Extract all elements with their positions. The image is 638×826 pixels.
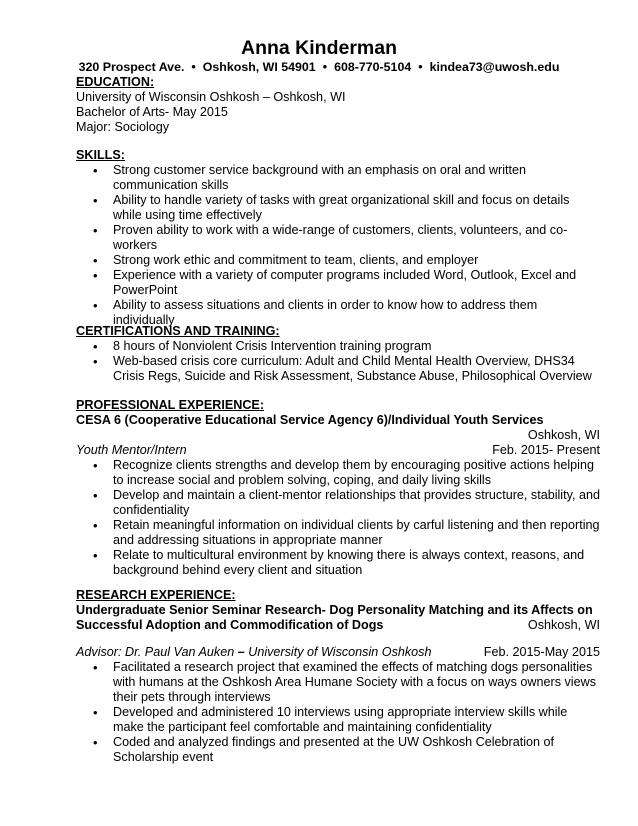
certifications-section [76,324,600,384]
skills-list [76,163,600,328]
list-item: • Developed and administered 10 interviews using appropriate interview skills while make the participant feel comfortable and maintaining confidentiality [76,705,600,735]
list-item: • Retain meaningful information on individual clients by carful listening and then reporting and addressing situations in appropriate manner [76,518,600,548]
advisor-row [76,645,600,660]
separator: • [418,60,423,74]
advisor: Advisor: Dr. Paul Van Auken [76,645,235,659]
location: Oshkosh, WI [527,618,600,632]
list-item: • 8 hours of Nonviolent Crisis Intervention training program [76,339,600,354]
contact-line [0,60,638,75]
list-item: • Strong work ethic and commitment to team, clients, and employer [76,253,600,268]
phone: 608-770-5104 [334,60,412,74]
section-heading: RESEARCH EXPERIENCE: [76,588,236,602]
education-section [76,75,600,135]
research-section [76,588,600,765]
email: kindea73@uwosh.edu [429,60,560,74]
separator: • [191,60,196,74]
list-item: • Experience with a variety of computer programs included Word, Outlook, Excel and PowerPoint [76,268,600,298]
dates: Feb. 2015-May 2015 [483,645,600,659]
professional-list [76,458,600,578]
list-item: • Coded and analyzed findings and presented at the UW Oshkosh Celebration of Scholarship event [76,735,600,765]
research-title: Successful Adoption and Commodification of Dogs [76,618,384,632]
section-heading: SKILLS: [76,148,125,162]
advisor-line [76,645,431,660]
list-item: • Web-based crisis core curriculum: Adult and Child Mental Health Overview, DHS34 Crisis Regs, Suicide and Risk Assessment, Substance Abuse, Philosophical Overview [76,354,600,384]
list-item: • Relate to multicultural environment by knowing there is always context, reasons, and background behind every client and situation [76,548,600,578]
resume-name: Anna Kinderman [240,37,398,59]
certifications-list [76,339,600,384]
list-item: • Strong customer service background with an emphasis on oral and written communication skills [76,163,600,193]
university: University of Wisconsin Oshkosh [248,645,432,659]
location: Oshkosh, WI [527,428,600,442]
separator: • [322,60,328,74]
dates: Feb. 2015- Present [492,443,600,457]
list-item: • Develop and maintain a client-mentor relationships that provides structure, stability, and confidentiality [76,488,600,518]
list-item: • Ability to handle variety of tasks with great organizational skill and focus on details while using time effectively [76,193,600,223]
research-title: Undergraduate Senior Seminar Research- Dog Personality Matching and its Affects on [76,603,593,617]
organization: CESA 6 (Cooperative Educational Service Agency 6)/Individual Youth Services [76,413,544,427]
section-heading: EDUCATION: [76,75,155,89]
professional-section [76,398,600,578]
section-heading: CERTIFICATIONS AND TRAINING: [76,324,280,338]
city: Oshkosh, WI 54901 [202,60,316,74]
address: 320 Prospect Ave. [78,60,185,74]
role-title: Youth Mentor/Intern [76,443,187,457]
skills-section [76,148,600,328]
research-title-row [76,618,600,633]
list-item: • Recognize clients strengths and develop them by encouraging positive actions helping to increase social and problem solving, coping, and daily living skills [76,458,600,488]
list-item: • Proven ability to work with a wide-range of customers, clients, volunteers, and co-workers [76,223,600,253]
research-list [76,660,600,765]
education-line: University of Wisconsin Oshkosh – Oshkosh, WI [76,90,346,104]
education-line: Major: Sociology [76,120,170,134]
list-item: • Facilitated a research project that examined the effects of matching dogs personalities with humans at the Oshkosh Area Humane Society with a focus on ways owners views their pets through interviews [76,660,600,705]
section-heading: PROFESSIONAL EXPERIENCE: [76,398,265,412]
dash: – [237,645,245,659]
role-row [76,443,600,458]
list-item: • Ability to assess situations and clients in order to know how to address them individually [76,298,600,328]
education-line: Bachelor of Arts- May 2015 [76,105,228,119]
